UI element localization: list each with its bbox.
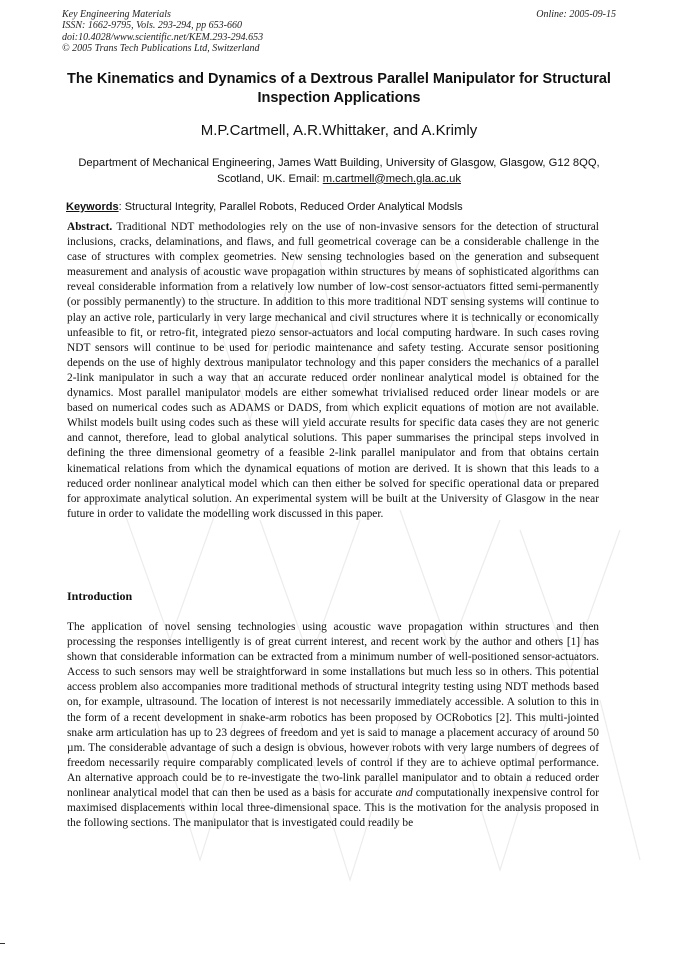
issn-line: ISSN: 1662-9795, Vols. 293-294, pp 653-660	[62, 20, 242, 32]
abstract-text: Traditional NDT methodologies rely on the use of non-invasive sensors for the detection of structural inclusions, cracks, delaminations, and flaws, and full geometrical coverage can be a considerable challenge in the case of structures with complex geometries. New sensing technologies based on the generation and subsequent measurement and analysis of acoustic wave propagation within structures by means of sophisticated algorithms can reveal considerable information from a relatively low number of low-cost sensor-actuators fitted semi-permanently (or possibly permanently) to the structure. In addition to this more traditional NDT sensing systems will continue to play an active role, particularly in very large mechanical and civil structures where it is technically or economically unfeasible to fit, or retro-fit, integrated piezo sensor-actuators and local computing hardware. In such cases roving NDT sensors will continue to be used for periodic maintenance and safety testing. Accurate sensor positioning depends on the use of highly dextrous manipulator technology and this paper considers the mechanics of a parallel 2-link manipulator in such a way that an accurate reduced order nonlinear analytical model is obtained for the dynamics. Most parallel manipulator models are either somewhat trivialised reduced order linear models or are based on numerical codes such as ADAMS or DADS, from which explicit equations of motion are not available. Whilst models built using codes such as these will yield accurate results for specific data cases they are not generic and cannot, therefore, lead to global analytical solutions. This paper summarises the principal steps involved in defining the three dimensional geometry of a feasible 2-link parallel manipulator and from that obtains certain kinematical relations from which the dynamical equations of motion are derived. It is shown that this leads to a reduced order nonlinear analytical model which can then either be solved for specific operational data or prepared for approximate analytical solution. An experimental system will be built at the University of Glasgow in the near future in order to validate the modelling work discussed in this paper.	[67, 221, 599, 520]
doi-line: doi:10.4028/www.scientific.net/KEM.293-294.653	[62, 31, 264, 43]
introduction-text-part1: The application of novel sensing technologies using acoustic wave propagation within structures and then processing the responses intelligently is of great current interest, and recent work by the author and others [1] has shown that considerable information can be extracted from a minimum number of well-positioned sensor-actuators. Access to such sensors may well be straightforward in some installations but much less so in others. This potential access problem also accompanies more traditional methods of structural integrity testing using NDT methods based on, for example, ultrasound. The location of interest is not necessarily immediately accessible. A solution to this in the form of a recent development in snake-arm robotics has been proposed by OCRobotics [2]. This multi-jointed snake arm articulation has up to 23 degrees of freedom and yet is said to manage a placement accuracy of around 50 µm. The considerable advantage of such a design is obvious, however robots with very large numbers of degrees of freedom necessarily require comparably complicated levels of control if they are to achieve optimal performance. An alternative approach could be to re-investigate the two-link parallel manipulator and to obtain a reduced order nonlinear analytical model that can then be used as a basis for accurate	[67, 621, 599, 800]
email-link[interactable]: m.cartmell@mech.gla.ac.uk	[322, 172, 461, 185]
author-list: M.P.Cartmell, A.R.Whittaker, and A.Krimly	[200, 122, 478, 139]
margin-mark	[0, 943, 5, 944]
keywords-label: Keywords	[66, 201, 119, 213]
online-date: Online: 2005-09-15	[536, 9, 616, 20]
affiliation	[64, 156, 614, 187]
paper-title: The Kinematics and Dynamics of a Dextrous Parallel Manipulator for Structural Inspection Applications	[67, 71, 611, 106]
affiliation-text: Department of Mechanical Engineering, James Watt Building, University of Glasgow, Glasgow, G12 8QQ, Scotland, UK. Email:	[78, 157, 600, 185]
journal-meta	[62, 9, 263, 55]
introduction-heading: Introduction	[67, 589, 133, 603]
abstract-label: Abstract.	[67, 221, 113, 233]
introduction-italic-word: and	[395, 787, 413, 800]
abstract-paragraph	[67, 220, 599, 522]
keywords-line	[66, 200, 612, 214]
journal-name: Key Engineering Materials	[62, 9, 171, 20]
introduction-paragraph	[67, 620, 599, 831]
keywords-text: : Structural Integrity, Parallel Robots, Reduced Order Analytical Modsls	[118, 201, 463, 213]
copyright-line: © 2005 Trans Tech Publications Ltd, Switzerland	[62, 43, 260, 55]
introduction-text-part2: computationally inexpensive control for maximised displacements within local three-dimensional space. This is the motivation for the analysis proposed in the following sections. The manipulator that is investigated could readily be	[67, 787, 599, 830]
